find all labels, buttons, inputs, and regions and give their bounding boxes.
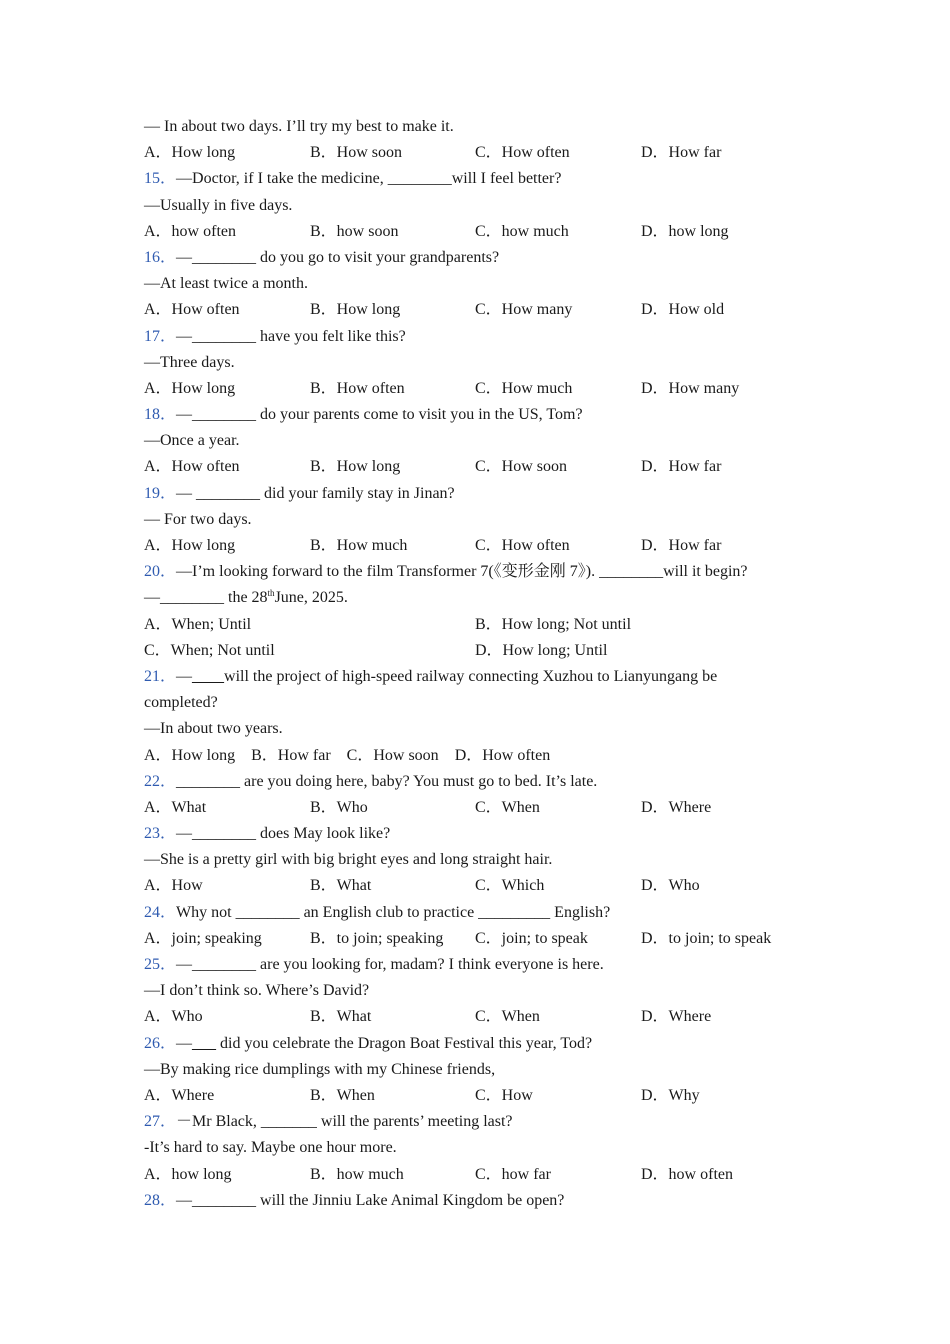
question-number: 21． <box>144 667 177 685</box>
question-stem: — ________ did your family stay in Jinan? <box>176 484 455 502</box>
question-stem: Why not ________ an English club to practice _________ English? <box>176 903 611 921</box>
question-stem: —________ will the Jinniu Lake Animal Kingdom be open? <box>176 1191 565 1209</box>
question-23 <box>144 821 824 847</box>
question-number: 16． <box>144 248 177 266</box>
question-stem: —I’m looking forward to the film Transformer 7(《变形金刚 7》). ________will it begin? <box>176 563 748 581</box>
options-row <box>144 873 824 899</box>
question-18 <box>144 402 824 428</box>
options-row <box>144 638 824 664</box>
option-a[interactable]: A．How long <box>144 144 236 162</box>
answer-line: —________ the 28thJune, 2025. <box>144 588 348 607</box>
option-d[interactable]: D．How far <box>641 537 722 554</box>
question-25 <box>144 952 824 978</box>
options-row <box>144 1162 824 1188</box>
option-a[interactable]: A．How long <box>144 537 236 554</box>
option-c[interactable]: C．How often <box>475 144 570 162</box>
options-row <box>144 926 824 952</box>
options-row <box>144 140 824 166</box>
question-24 <box>144 900 824 926</box>
option-b[interactable]: B．How long; Not until <box>475 615 632 633</box>
answer-line: —Usually in five days. <box>144 196 293 214</box>
option-b[interactable]: B．When <box>310 1086 375 1104</box>
option-c[interactable]: C．join; to speak <box>475 929 588 947</box>
option-b[interactable]: B．What <box>310 877 372 895</box>
option-a[interactable]: A．How often <box>144 301 240 319</box>
options-row <box>144 219 824 245</box>
question-number: 28． <box>144 1191 177 1209</box>
question-stem: —Doctor, if I take the medicine, ________will I feel better? <box>176 170 562 188</box>
answer-line: —By making rice dumplings with my Chinese friends, <box>144 1060 496 1078</box>
answer-blank[interactable]: ___ <box>192 1034 217 1052</box>
option-c[interactable]: C．When <box>475 1008 540 1026</box>
answer-line: —I don’t think so. Where’s David? <box>144 982 370 1000</box>
option-b[interactable]: B．How often <box>310 379 405 397</box>
answer-line: -It’s hard to say. Maybe one hour more. <box>144 1139 397 1157</box>
option-a[interactable]: A．how long <box>144 1165 232 1183</box>
options-row <box>144 376 824 402</box>
option-b[interactable]: B．how soon <box>310 222 399 240</box>
option-d[interactable]: D．how often <box>641 1165 733 1183</box>
option-a[interactable]: A．What <box>144 798 207 816</box>
option-c[interactable]: C．Which <box>475 877 545 895</box>
option-c[interactable]: C．How soon <box>346 746 439 764</box>
option-b[interactable]: B．How long <box>310 301 401 319</box>
option-b[interactable]: B．How much <box>310 537 408 554</box>
option-c[interactable]: C．When; Not until <box>144 641 275 659</box>
option-a[interactable]: A．join; speaking <box>144 929 262 947</box>
question-20 <box>144 559 824 585</box>
question-stem: will the project of high-speed railway connecting Xuzhou to Lianyungang be <box>224 667 718 685</box>
answer-line: —She is a pretty girl with big bright eyes and long straight hair. <box>144 851 553 869</box>
question-22 <box>144 769 824 795</box>
question-16 <box>144 245 824 271</box>
options-row <box>144 454 824 480</box>
options-row <box>144 533 824 559</box>
question-28 <box>144 1188 824 1214</box>
question-number: 24． <box>144 903 177 921</box>
question-stem: —________ have you felt like this? <box>176 327 406 345</box>
option-a[interactable]: A．How often <box>144 458 240 476</box>
options-row <box>144 297 824 323</box>
options-row <box>144 743 824 769</box>
option-c[interactable]: C．How <box>475 1086 533 1104</box>
question-stem: ________ are you doing here, baby? You must go to bed. It’s late. <box>176 772 598 790</box>
option-c[interactable]: C．How many <box>475 301 573 319</box>
option-a[interactable]: A．How long <box>144 379 236 397</box>
answer-line: —Once a year. <box>144 432 240 450</box>
answer-line: — In about two days. I’ll try my best to make it. <box>144 118 454 135</box>
question-number: 22． <box>144 772 177 790</box>
options-row <box>144 795 824 821</box>
answer-line: —At least twice a month. <box>144 275 308 293</box>
option-a[interactable]: A．How long <box>144 746 236 764</box>
option-c[interactable]: C．how much <box>475 222 569 240</box>
option-d[interactable]: D．how long <box>641 222 729 240</box>
answer-line: —In about two years. <box>144 720 283 738</box>
option-c[interactable]: C．How often <box>475 537 570 554</box>
question-stem: —________ do your parents come to visit you in the US, Tom? <box>176 406 583 424</box>
option-b[interactable]: B．to join; speaking <box>310 929 444 947</box>
question-stem-continued: completed? <box>144 694 218 712</box>
question-stem: —________ do you go to visit your grandparents? <box>176 248 500 266</box>
answer-blank[interactable]: ____ <box>192 667 225 685</box>
option-b[interactable]: B．how much <box>310 1165 404 1183</box>
option-b[interactable]: B．How soon <box>310 144 403 162</box>
options-row <box>144 1083 824 1109</box>
option-a[interactable]: A．Who <box>144 1008 203 1026</box>
question-number: 20． <box>144 563 177 581</box>
answer-line: —Three days. <box>144 353 235 371</box>
option-d[interactable]: D．to join; to speak <box>641 929 772 947</box>
option-d[interactable]: D．Where <box>641 1008 712 1026</box>
option-b[interactable]: B．How far <box>251 746 331 764</box>
question-number: 26． <box>144 1034 177 1052</box>
question-stem: did you celebrate the Dragon Boat Festival this year, Tod? <box>216 1034 593 1052</box>
question-19 <box>144 481 824 507</box>
options-row <box>144 1004 824 1030</box>
question-27 <box>144 1109 824 1135</box>
option-d[interactable]: D．How often <box>454 746 551 764</box>
worksheet-page <box>144 114 824 1214</box>
option-a[interactable]: A．Where <box>144 1086 215 1104</box>
option-c[interactable]: C．How much <box>475 379 573 397</box>
option-d[interactable]: D．How far <box>641 458 722 476</box>
option-d[interactable]: D．Why <box>641 1086 700 1104</box>
option-d[interactable]: D．How long; Until <box>475 641 608 659</box>
option-b[interactable]: B．How long <box>310 458 401 476</box>
option-a[interactable]: A．How <box>144 877 203 895</box>
question-number: 25． <box>144 956 177 973</box>
option-a[interactable]: A．how often <box>144 222 236 240</box>
option-b[interactable]: B．Who <box>310 798 368 816</box>
question-17 <box>144 324 824 350</box>
question-stem: －Mr Black, _______ will the parents’ meeting last? <box>176 1113 513 1131</box>
options-row <box>144 612 824 638</box>
option-c[interactable]: C．how far <box>475 1165 551 1183</box>
question-15 <box>144 166 824 192</box>
question-number: 19． <box>144 484 177 502</box>
question-stem: —________ are you looking for, madam? I think everyone is here. <box>176 956 604 973</box>
option-c[interactable]: C．When <box>475 798 540 816</box>
question-number: 23． <box>144 825 177 843</box>
question-number: 18． <box>144 406 177 424</box>
option-a[interactable]: A．When; Until <box>144 615 252 633</box>
option-d[interactable]: D．How many <box>641 379 740 397</box>
question-number: 27． <box>144 1113 177 1131</box>
option-b[interactable]: B．What <box>310 1008 372 1026</box>
option-c[interactable]: C．How soon <box>475 458 568 476</box>
option-d[interactable]: D．How old <box>641 301 725 319</box>
question-stem: —________ does May look like? <box>176 825 391 843</box>
answer-line: — For two days. <box>144 510 252 528</box>
option-d[interactable]: D．How far <box>641 144 722 162</box>
question-26: 26．—___ did you celebrate the Dragon Boat Festival this year, Tod? <box>144 1034 593 1052</box>
option-d[interactable]: D．Where <box>641 798 712 816</box>
question-number: 17． <box>144 327 177 345</box>
question-21: 21．—____will the project of high-speed railway connecting Xuzhou to Lianyungang be <box>144 667 718 685</box>
option-d[interactable]: D．Who <box>641 877 700 895</box>
question-number: 15． <box>144 170 177 188</box>
